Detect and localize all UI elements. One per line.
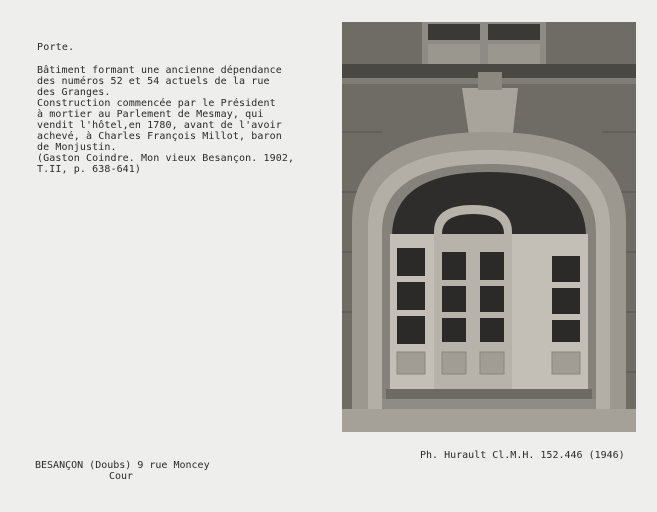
step xyxy=(386,389,592,399)
upper-window-pane xyxy=(488,24,540,40)
location xyxy=(35,460,210,482)
caption-line: achevé, à Charles François Millot, baron xyxy=(37,131,282,142)
step xyxy=(382,399,596,409)
caption-line: (Gaston Coindre. Mon vieux Besançon. 1902, xyxy=(37,153,295,164)
caption-body xyxy=(37,65,307,175)
upper-window-panel xyxy=(488,44,540,66)
caption-line: T.II, p. 638-641) xyxy=(37,164,142,175)
caption-line: des numéros 52 et 54 actuels de la rue xyxy=(37,76,270,87)
keystone-crest xyxy=(478,72,502,90)
photo-credit: Ph. Hurault Cl.M.H. 152.446 (1946) xyxy=(420,450,625,461)
caption-line: à mortier au Parlement de Mesmay, qui xyxy=(37,109,264,120)
doorway-photograph xyxy=(342,22,636,432)
caption-line: des Granges. xyxy=(37,87,111,98)
upper-window-panel xyxy=(428,44,480,66)
location-address: BESANÇON (Doubs) 9 rue Moncey xyxy=(35,460,210,471)
caption-title: Porte. xyxy=(37,42,75,53)
doorway-illustration xyxy=(342,22,636,432)
caption-line: vendit l'hôtel,en 1780, avant de l'avoir xyxy=(37,120,282,131)
caption-line: Bâtiment formant une ancienne dépendance xyxy=(37,65,282,76)
location-detail: Cour xyxy=(109,471,134,482)
ground xyxy=(342,409,636,432)
upper-window-pane xyxy=(428,24,480,40)
door-lower-panels xyxy=(397,352,580,374)
caption-line: Construction commencée par le Président xyxy=(37,98,276,109)
caption-line: de Monjustin. xyxy=(37,142,117,153)
